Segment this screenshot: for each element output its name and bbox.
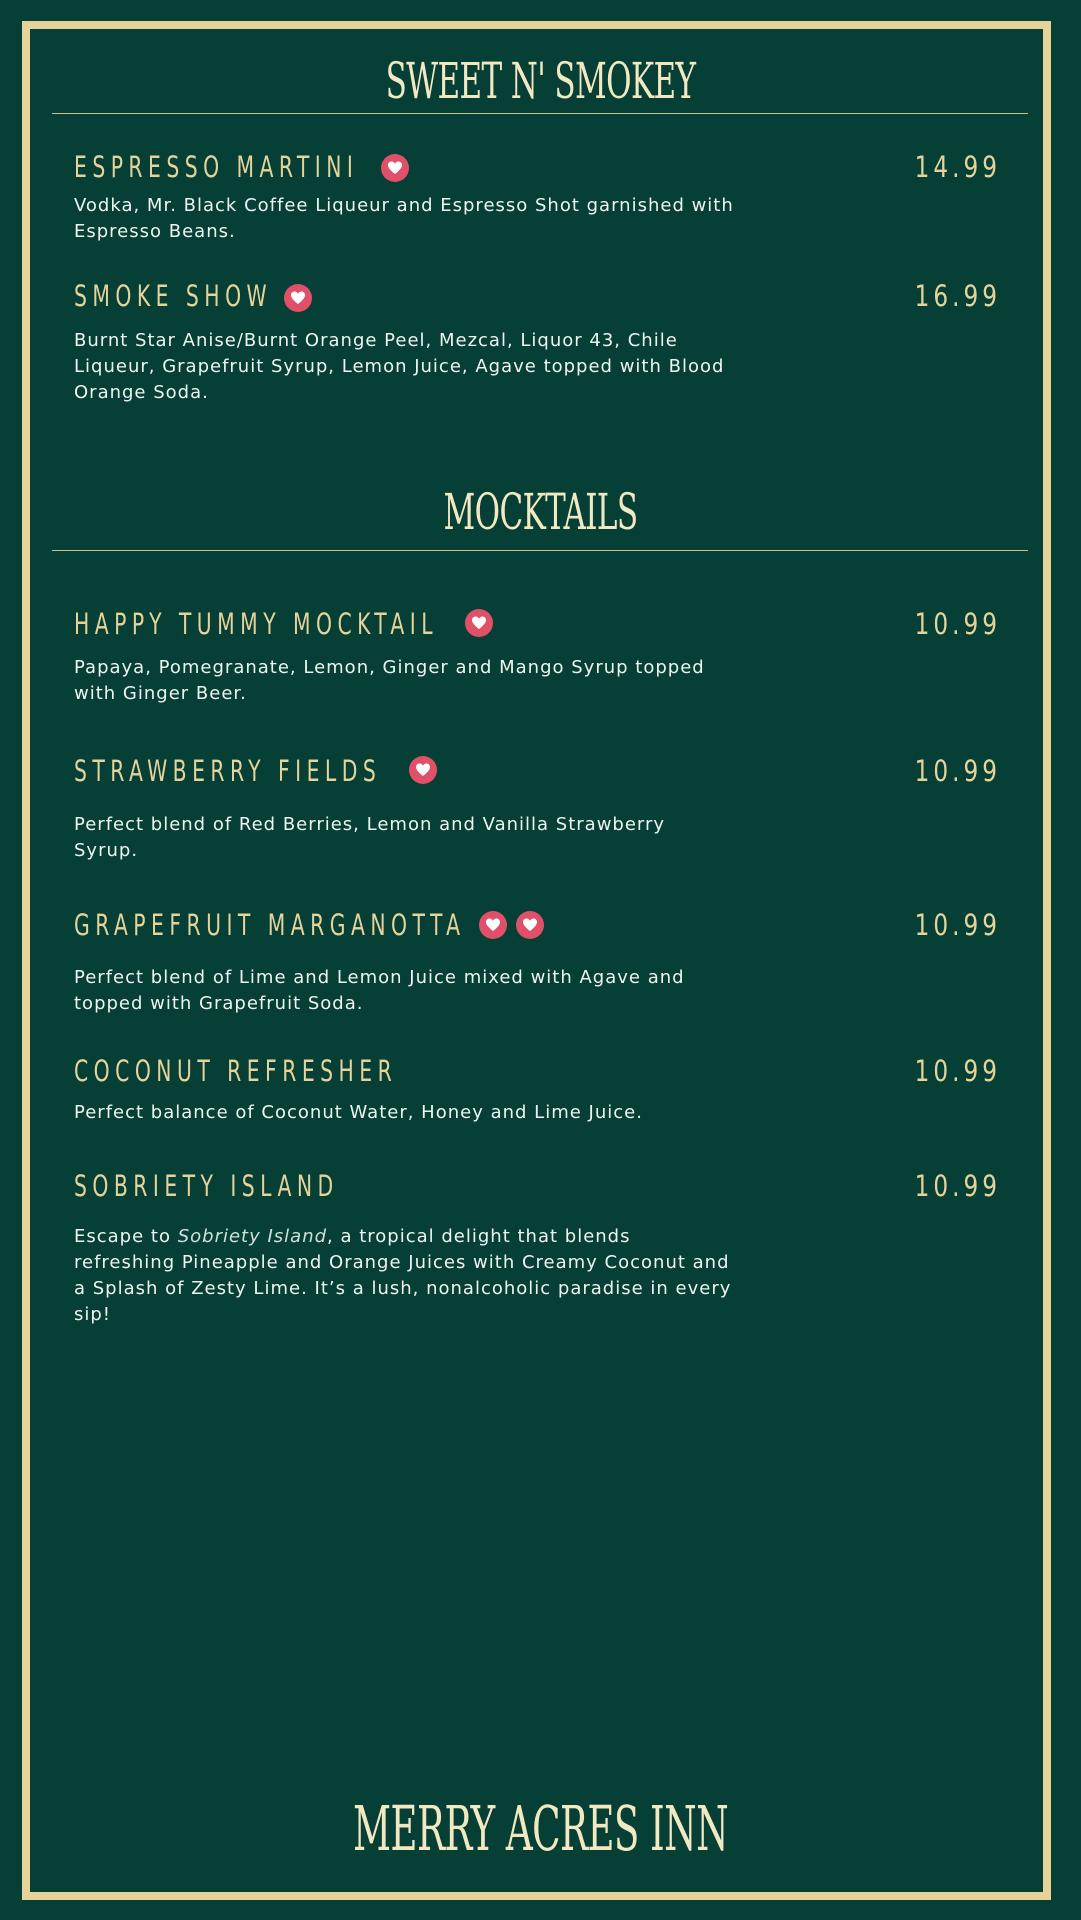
menu-item-name	[74, 1054, 488, 1088]
item-price: 10.99	[914, 1169, 1001, 1203]
item-name-smoke-show: SMOKE SHOW	[74, 279, 273, 313]
item-price: 10.99	[914, 908, 1001, 942]
description-emphasis: Sobriety Island	[177, 1226, 328, 1247]
description-text: , a tropical delight that blends refreshing Pineapple and Orange Juices with Creamy Coconut and a Splash of Zesty Lime. It’s a lush, nonalcoholic paradise in every sip!	[74, 1226, 732, 1325]
item-price: 10.99	[914, 1054, 1001, 1088]
section-divider	[52, 113, 1028, 114]
heart-icon	[284, 284, 312, 312]
item-description: Burnt Star Anise/Burnt Orange Peel, Mezcal, Liquor 43, Chile Liqueur, Grapefruit Syrup, Lemon Juice, Agave topped with Blood Orange Soda.	[74, 330, 725, 403]
item-price: 14.99	[914, 150, 1001, 184]
item-description: Perfect balance of Coconut Water, Honey and Lime Juice.	[74, 1102, 643, 1123]
heart-icon	[465, 609, 493, 637]
heart-icon	[381, 154, 409, 182]
item-price: 16.99	[914, 279, 1001, 313]
item-name-strawberry-fields: STRAWBERRY FIELDS	[74, 754, 382, 788]
heart-icon	[516, 911, 544, 939]
item-description: Perfect blend of Red Berries, Lemon and Vanilla Strawberry Syrup.	[74, 814, 666, 861]
item-name-sobriety-island: SOBRIETY ISLAND	[74, 1169, 339, 1203]
section-title-mocktails: MOCKTAILS	[443, 483, 638, 541]
restaurant-name: MERRY ACRES INN	[352, 1792, 729, 1865]
item-price: 10.99	[914, 607, 1001, 641]
item-name-happy-tummy-mocktail: HAPPY TUMMY MOCKTAIL	[74, 607, 438, 641]
section-divider	[52, 550, 1028, 551]
item-description	[74, 1224, 734, 1328]
item-price: 10.99	[914, 754, 1001, 788]
item-description: Perfect blend of Lime and Lemon Juice mixed with Agave and topped with Grapefruit Soda.	[74, 967, 685, 1014]
heart-icon	[479, 911, 507, 939]
item-name-espresso-martini: ESPRESSO MARTINI	[74, 150, 359, 184]
menu-item-name	[74, 1169, 413, 1203]
item-name-grapefruit-marganotta: GRAPEFRUIT MARGANOTTA	[74, 908, 466, 942]
section-title-sweet-n-smokey: SWEET N' SMOKEY	[385, 52, 696, 110]
item-description: Papaya, Pomegranate, Lemon, Ginger and Mango Syrup topped with Ginger Beer.	[74, 657, 705, 704]
item-description: Vodka, Mr. Black Coffee Liqueur and Espresso Shot garnished with Espresso Beans.	[74, 195, 734, 242]
description-text: Escape to	[74, 1226, 178, 1247]
heart-icon	[409, 756, 437, 784]
item-name-coconut-refresher: COCONUT REFRESHER	[74, 1054, 398, 1088]
